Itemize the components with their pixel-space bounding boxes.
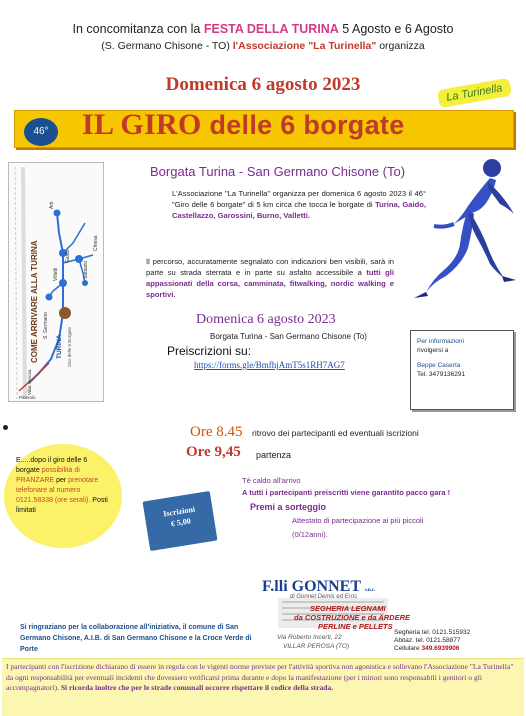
registration-fee-amount: € 5,00 <box>170 516 192 529</box>
sponsor-owners: di Gonnet Demis ed Eros <box>290 594 358 600</box>
map-label-arti: Arti <box>49 201 55 209</box>
festa-name: FESTA DELLA TURINA <box>203 22 339 36</box>
sponsor-line-1: SEGHERIA LEGNAMI <box>310 604 386 613</box>
sponsor-name: F.lli GONNET <box>262 578 361 595</box>
map-label-sabazio: Sabazio <box>83 260 89 279</box>
header-line-1-suffix: 5 Agosto e 6 Agosto <box>338 22 454 36</box>
registration-fee-label: Iscrizioni <box>162 504 196 519</box>
map-label-chiesa: Chiesa <box>93 235 99 251</box>
sponsor-mobile-number: 349.6939906 <box>421 645 460 652</box>
route-text: Il percorso, accuratamente segnalato con indicazioni ben visibili, sarà in parte su strada sterrata e in parte su asfalto accessibile a <box>146 257 394 277</box>
map-label-villetti: Villetti <box>53 267 59 281</box>
header-line-1-prefix: In concomitanza con la <box>72 22 204 36</box>
sponsor-line-2: da COSTRUZIONE e da ARDERE <box>294 613 410 622</box>
lunch-text-3: Posti limitati <box>16 497 108 514</box>
certificate-note: Attestato di partecipazione ai più piccoli <box>292 516 424 525</box>
banner-title-rest: delle 6 borgate <box>209 110 405 140</box>
route-map-graphic <box>9 163 104 402</box>
thanks-note: Si ringraziano per la collaborazione all'iniziativa, il comune di San Germano Chisone, A.I.B. di San Germano Chisone e la Croce Verde di Porte <box>20 624 252 653</box>
sponsor-address-2: VILLAR PEROSA (TO) <box>283 643 350 650</box>
header-line-2-suffix: organizza <box>376 40 425 52</box>
sponsor-line-3: PERLINE e PELLETS <box>318 622 393 631</box>
lunch-highlight-2: prenotare telefonare al numero 0121.58338 (ore serali). <box>16 477 99 504</box>
schedule-time-2: Ore 9,45 <box>186 444 241 460</box>
route-paragraph <box>146 256 394 300</box>
preregistration-label: Preiscrizioni su: <box>167 344 252 358</box>
info-label: Per informazioni <box>417 338 464 345</box>
lunch-text <box>16 456 112 516</box>
banner-title <box>82 108 405 142</box>
intro-paragraph <box>172 188 426 221</box>
schedule-desc-1: ritrovo dei partecipanti ed eventuali iscrizioni <box>252 428 419 438</box>
sponsor-suffix: s.n.c. <box>364 588 376 593</box>
race-pack-note: A tutti i partecipanti preiscritti viene garantito pacco gara ! <box>242 488 451 497</box>
map-label-turina: TURINA <box>56 334 63 359</box>
runner-illustration <box>404 152 522 312</box>
contact-info-box <box>410 330 514 410</box>
borgata-subtitle: Borgata Turina - San Germano Chisone (To) <box>150 164 406 179</box>
legal-text: I partecipanti con l'iscrizione dichiarano di essere in regola con le vigenti norme previste per l'attività sportiva non agonistica e sollevano l'Associazione "La Turinella" da ogni responsabilità per eventuali incidenti che dovessero verificarsi prima durante e dopo la manifestazione (per i minori sono responsabili i genitori o gli accompagnatori). <box>6 662 514 692</box>
legal-disclaimer <box>2 658 524 716</box>
event-place-secondary: Borgata Turina - San Germano Chisone (To) <box>210 332 367 341</box>
info-subtext: rivolgersi a <box>417 347 449 354</box>
map-label-pinerolo: Pinerolo <box>19 395 36 400</box>
map-label-s-germano: S. Germano <box>43 312 49 339</box>
sponsor-address-1: Via Roberto Incerti, 22 <box>277 634 342 641</box>
association-name: l'Associazione "La Turinella" <box>232 40 377 52</box>
edition-badge: 46° <box>24 118 58 146</box>
map-label-villar-perosa: Villar Perosa <box>27 369 32 395</box>
contact-phone: Tel. 3479136291 <box>417 371 466 378</box>
schedule-time-1: Ore 8.45 <box>190 424 243 440</box>
lunch-highlight-1: possibilità di PRANZARE <box>16 467 80 484</box>
prize-draw: Premi a sorteggio <box>250 502 327 512</box>
intro-text: L'Associazione "La Turinella" organizza per domenica 6 agosto 2023 il 46° "Giro delle 6 borgate" di 5 km circa che tocca le borgate di <box>172 189 426 209</box>
contact-name: Beppe Caserta <box>417 362 461 369</box>
route-map <box>8 162 104 402</box>
banner-title-main: IL GIRO <box>82 108 210 141</box>
lunch-text-1: E.....dopo il giro delle 6 borgate <box>16 457 88 474</box>
borgate-list: Turina, Gaido, Castellazzo, Garossini, Burno, Valletti. <box>172 200 426 220</box>
audience-highlight: tutti gli appassionati della corsa, camminata, fitwalking, nordic walking e sportivi. <box>146 268 394 299</box>
sponsor-mobile-label: Cellulare <box>394 645 420 652</box>
legal-bold-note: Si ricorda inoltre che per le strade comunali occorre rispettare il codice della strada. <box>60 683 334 692</box>
bullet-dot <box>3 425 8 430</box>
map-title: COME ARRIVARE ALLA TURINA <box>30 240 39 363</box>
arrival-tea: Tè caldo all'arrivo <box>242 476 301 485</box>
turinella-stamp-logo: La Turinella <box>437 78 512 108</box>
event-date-secondary: Domenica 6 agosto 2023 <box>196 312 336 327</box>
sponsor-phone-1: Segheria tel. 0121.515932 <box>394 629 471 636</box>
header-line-2-prefix: (S. Germano Chisone - TO) <box>101 40 233 52</box>
schedule-desc-2: partenza <box>256 450 292 460</box>
runner-figure <box>404 152 522 312</box>
map-label-gaido: Gaido <box>65 249 71 263</box>
sponsor-phone-3 <box>394 645 459 652</box>
header-line-2 <box>0 40 526 52</box>
event-date-title: Domenica 6 agosto 2023 <box>165 74 361 95</box>
age-range: (0/12anni). <box>292 530 328 539</box>
lunch-text-2: per <box>54 477 69 484</box>
map-label-giro: Giro delle 6 Borgate <box>67 326 72 367</box>
header-line-1 <box>0 22 526 36</box>
preregistration-link[interactable]: https://forms.gle/BmfhjAmT5s1RH7AG7 <box>194 360 345 370</box>
sponsor-phone-2: Abitaz. tel. 0121.58877 <box>394 637 461 644</box>
